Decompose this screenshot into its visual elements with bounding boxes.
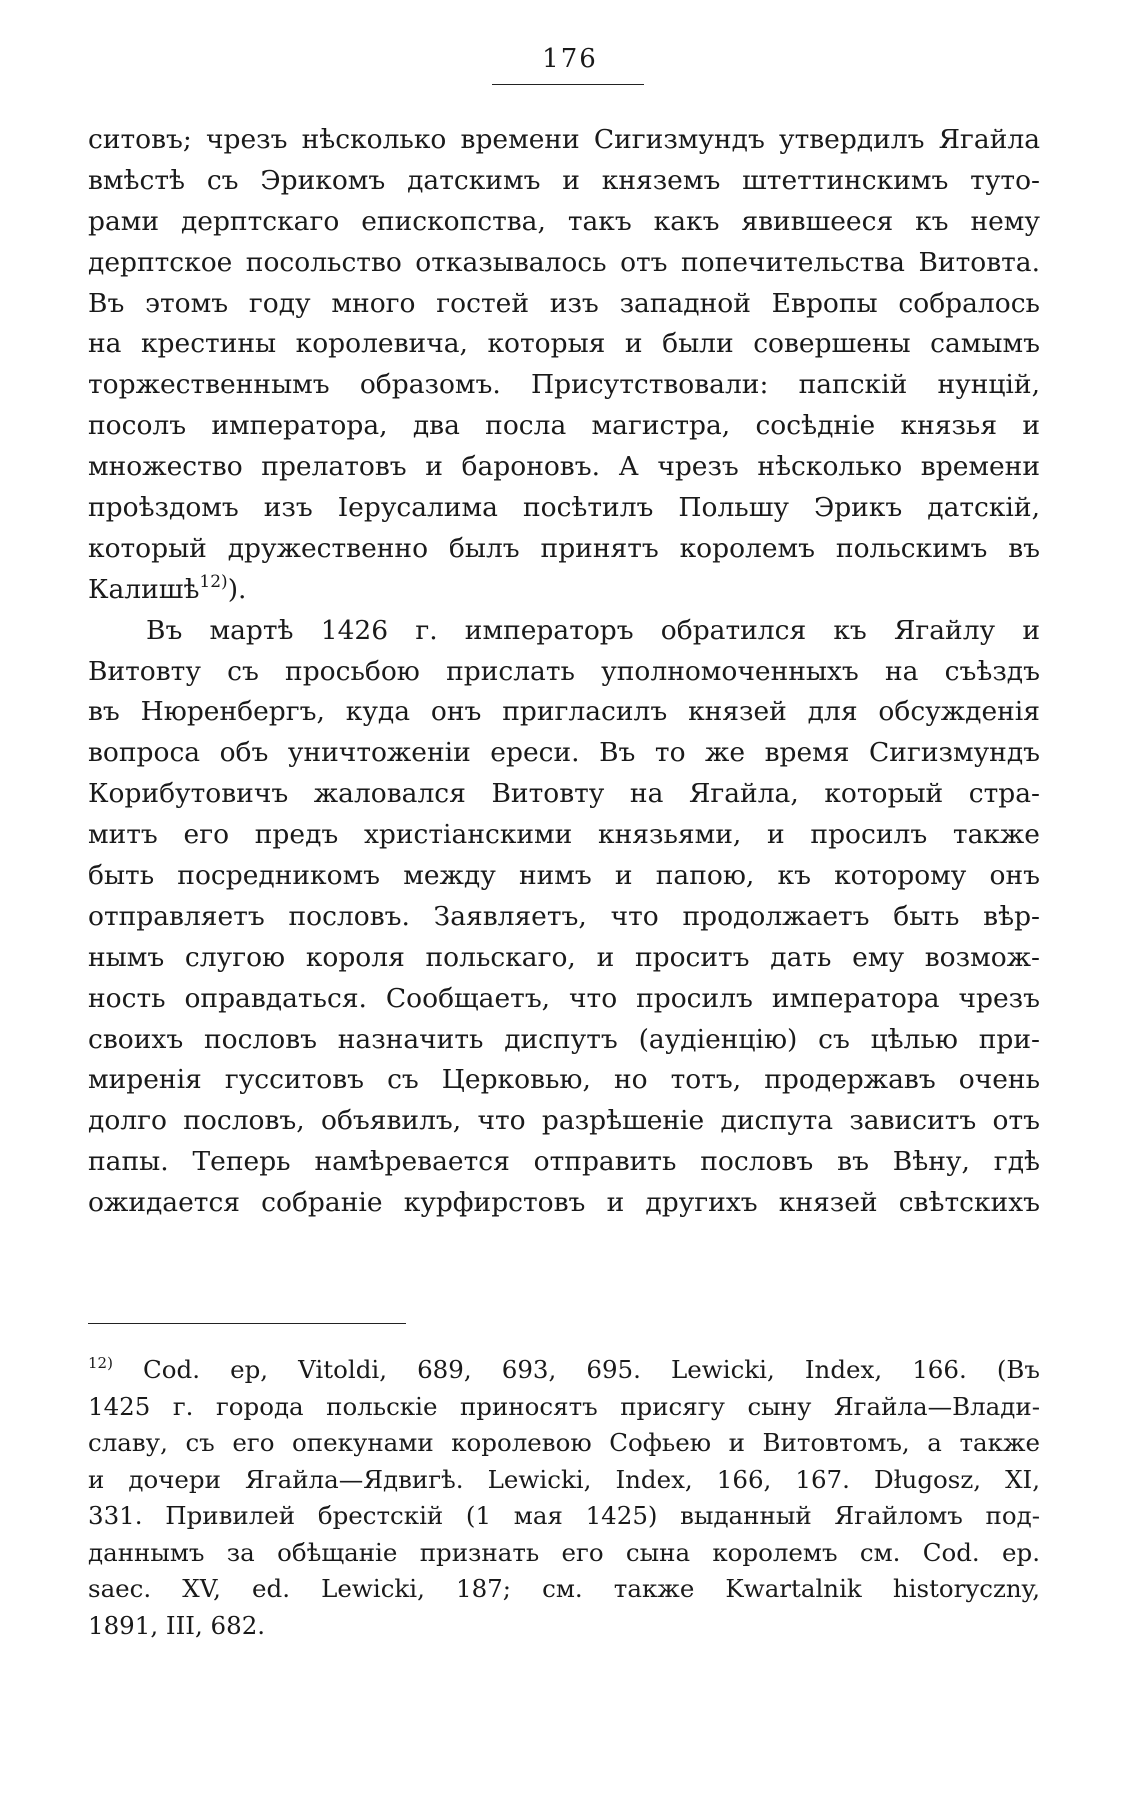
text-fragment: Калишѣ — [88, 573, 200, 605]
text-fragment: ). — [227, 573, 247, 605]
text-line: множество прелатовъ и бароновъ. А чрезъ нѣсколько времени — [88, 451, 1040, 483]
footnote-line: и дочери Ягайла—Ядвигѣ. Lewicki, Index, 166, 167. Długosz, XI, — [88, 1464, 1040, 1494]
text-line: митъ его предъ христіанскими князьями, и просилъ также — [88, 819, 1040, 851]
text-line: въ Нюренбергъ, куда онъ пригласилъ князей для обсужденія — [88, 696, 1040, 728]
footnote-line: славу, съ его опекунами королевою Софьею и Витовтомъ, а также — [88, 1428, 1040, 1457]
text-line: долго пословъ, объявилъ, что разрѣшеніе диспута зависитъ отъ — [88, 1105, 1040, 1137]
text-line: папы. Теперь намѣревается отправить пословъ въ Вѣну, гдѣ — [88, 1146, 1040, 1178]
text-line: вмѣстѣ съ Эрикомъ датскимъ и княземъ штеттинскимъ туто- — [88, 164, 1040, 196]
footnote-line: saec. XV, ed. Lewicki, 187; см. также Kwartalnik historyczny, — [88, 1574, 1040, 1603]
text-line: ситовъ; чрезъ нѣсколько времени Сигизмундъ утвердилъ Ягайла — [88, 124, 1040, 155]
footnote-marker: 12) — [88, 1354, 113, 1372]
footnotes — [88, 1352, 1040, 1644]
text-fragment: Cod. ep, Vitoldi, 689, 693, 695. Lewicki, Index, 166. (Въ — [112, 1355, 1040, 1384]
text-line: нымъ слугою короля польскаго, и проситъ дать ему возмож- — [88, 941, 1040, 973]
text-line: посолъ императора, два посла магистра, сосѣдніе князья и — [88, 410, 1040, 442]
footnote-line: 331. Привилей брестскій (1 мая 1425) выданный Ягайломъ под- — [88, 1501, 1040, 1530]
footnote-line — [88, 1352, 1040, 1389]
text-line: Корибутовичъ жаловался Витовту на Ягайла, который стра- — [88, 778, 1040, 810]
text-line: своихъ пословъ назначить диспутъ (аудіенцію) съ цѣлью при- — [88, 1023, 1040, 1055]
footnote-line: 1891, III, 682. — [88, 1610, 266, 1640]
text-line: проѣздомъ изъ Іерусалима посѣтилъ Польшу Эрикъ датскій, — [88, 492, 1040, 524]
text-line: миренія гусситовъ съ Церковью, но тотъ, продержавъ очень — [88, 1064, 1040, 1096]
text-line: дерптское посольство отказывалось отъ попечительства Витовта. — [88, 246, 1040, 278]
footnote-line: даннымъ за обѣщаніе признать его сына королемъ см. Cod. ep. — [88, 1537, 1040, 1567]
page-number: 176 — [542, 44, 598, 74]
footnote-reference: 12) — [199, 571, 228, 592]
main-text — [88, 120, 1040, 1224]
header-rule — [492, 84, 644, 85]
text-line: быть посредникомъ между нимъ и папою, къ которому онъ — [88, 860, 1040, 892]
text-line: вопроса объ уничтоженіи ереси. Въ то же время Сигизмундъ — [88, 737, 1040, 769]
text-line-paragraph-end — [88, 570, 1040, 611]
text-line: рами дерптскаго епископства, такъ какъ явившееся къ нему — [88, 205, 1040, 237]
text-line: торжественнымъ образомъ. Присутствовали: папскій нунцій, — [88, 369, 1040, 401]
text-line: ность оправдаться. Сообщаетъ, что просилъ императора чрезъ — [88, 982, 1040, 1014]
text-line: ожидается собраніе курфирстовъ и другихъ князей свѣтскихъ — [88, 1187, 1040, 1219]
text-line: который дружественно былъ принятъ королемъ польскимъ въ — [88, 532, 1040, 564]
text-line-paragraph-start: Въ мартѣ 1426 г. императоръ обратился къ Ягайлу и — [146, 614, 1040, 646]
text-line: Витовту съ просьбою прислать уполномоченныхъ на съѣздъ — [88, 655, 1040, 687]
text-line: на крестины королевича, которыя и были совершены самымъ — [88, 328, 1040, 360]
footnote-rule — [88, 1323, 406, 1324]
text-line: Въ этомъ году много гостей изъ западной Европы собралось — [88, 287, 1040, 319]
text-line: отправляетъ пословъ. Заявляетъ, что продолжаетъ быть вѣр- — [88, 900, 1040, 932]
footnote-line: 1425 г. города польскіе приносятъ присягу сыну Ягайла—Влади- — [88, 1391, 1040, 1421]
